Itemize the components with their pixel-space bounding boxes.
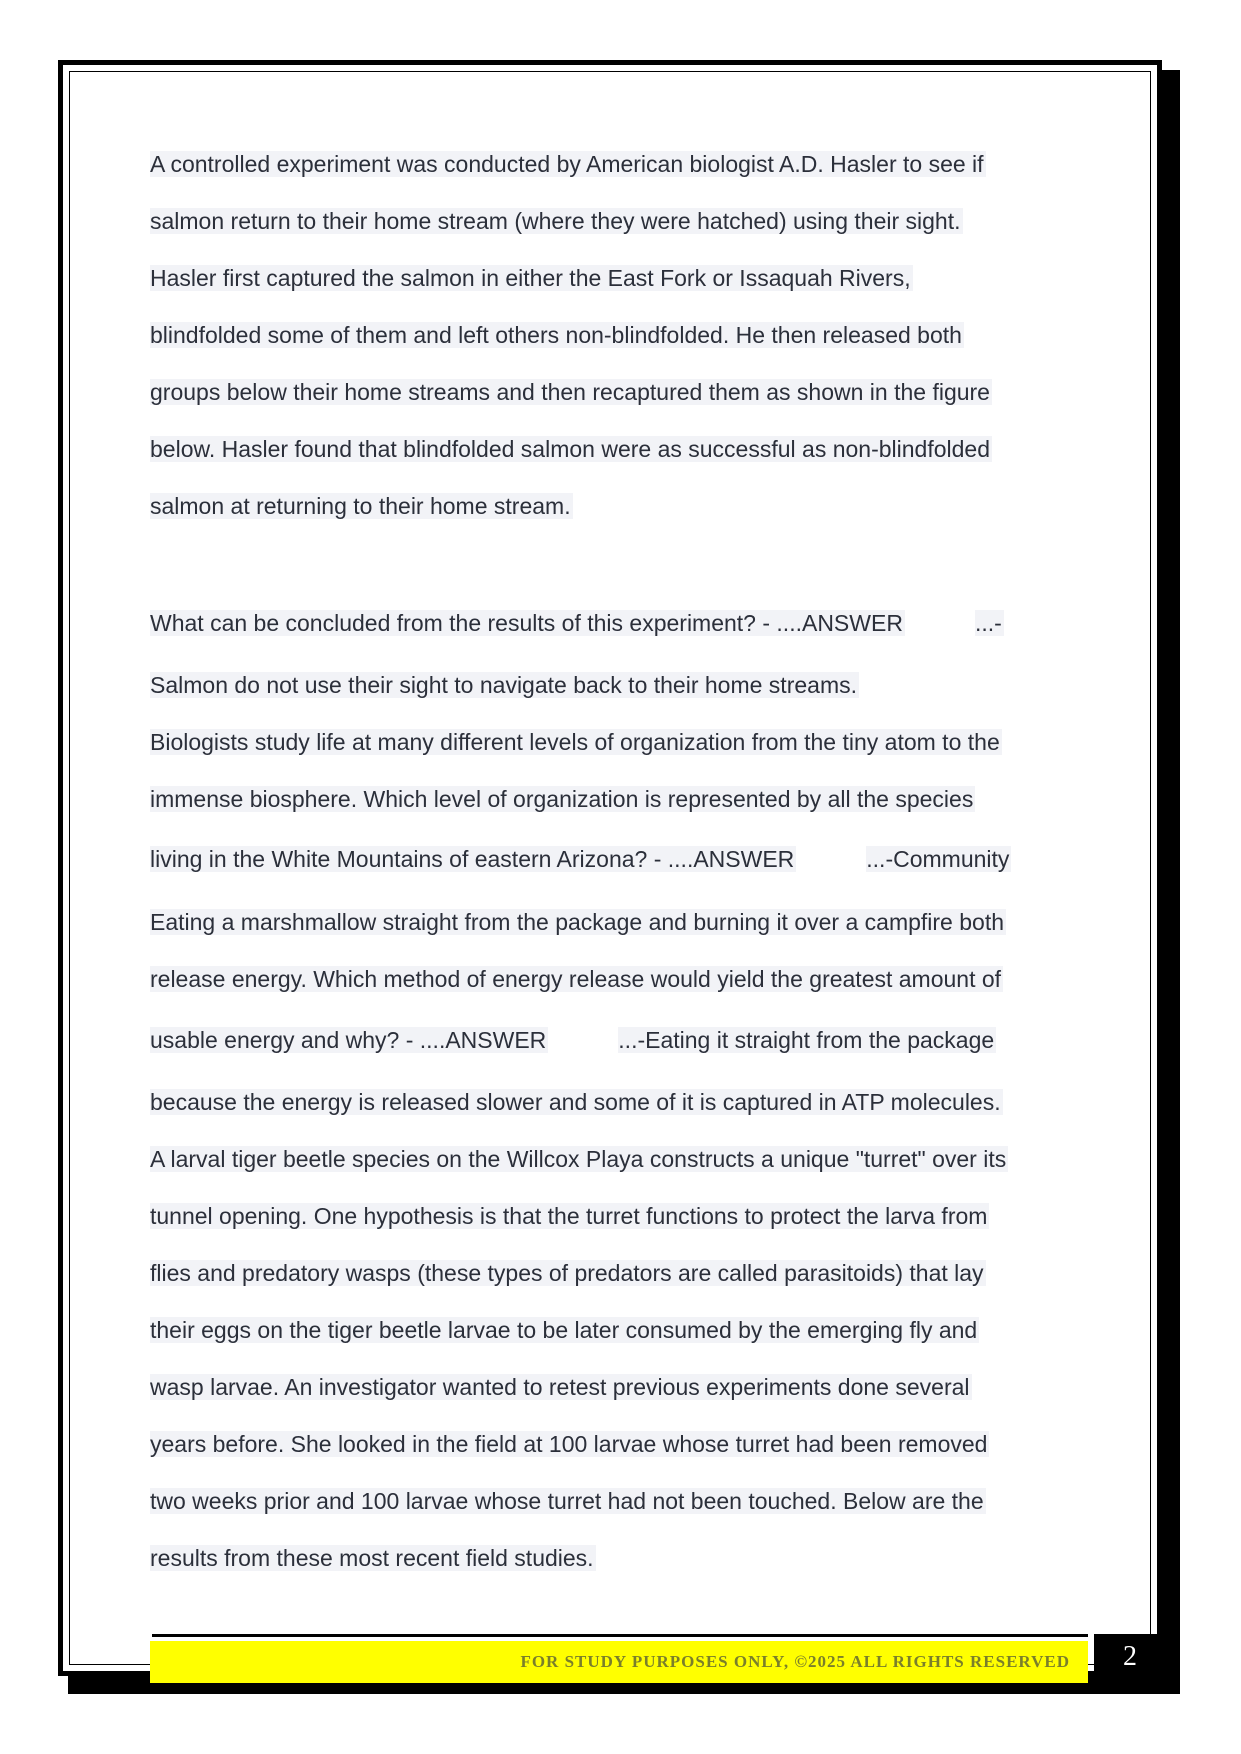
question-line: immense biosphere. Which level of organization is represented by all the species xyxy=(150,786,974,812)
answer-gap xyxy=(548,1025,618,1055)
text-line: salmon at returning to their home stream. xyxy=(150,493,571,519)
text-line: years before. She looked in the field at 100 larvae whose turret had been removed xyxy=(150,1431,988,1457)
page-number: 2 xyxy=(1094,1634,1166,1684)
text-line: their eggs on the tiger beetle larvae to be later consumed by the emerging fly and xyxy=(150,1317,978,1343)
footer-notice: FOR STUDY PURPOSES ONLY, ©2025 ALL RIGHTS RESERVED xyxy=(150,1641,1088,1683)
answer-line: Salmon do not use their sight to navigate back to their home streams. xyxy=(150,672,857,698)
text-line: blindfolded some of them and left others non-blindfolded. He then released both xyxy=(150,322,962,348)
text-line: wasp larvae. An investigator wanted to retest previous experiments done several xyxy=(150,1374,970,1400)
text-line: two weeks prior and 100 larvae whose turret had not been touched. Below are the xyxy=(150,1488,984,1514)
question-line: What can be concluded from the results of this experiment? - ....ANSWER ...- xyxy=(150,610,1002,636)
text-line: A controlled experiment was conducted by American biologist A.D. Hasler to see if xyxy=(150,151,984,177)
question-line: Eating a marshmallow straight from the package and burning it over a campfire both xyxy=(150,909,1004,935)
question-line: usable energy and why? - ....ANSWER ...-Eating it straight from the package xyxy=(150,1027,995,1053)
question-line: release energy. Which method of energy release would yield the greatest amount of xyxy=(150,966,1002,992)
text-line: tunnel opening. One hypothesis is that the turret functions to protect the larva from xyxy=(150,1203,988,1229)
answer-gap xyxy=(905,608,975,638)
question-line: living in the White Mountains of eastern Arizona? - ....ANSWER ...-Community xyxy=(150,846,1010,872)
answer-line: because the energy is released slower and some of it is captured in ATP molecules. xyxy=(150,1089,1001,1115)
text-line: salmon return to their home stream (where they were hatched) using their sight. xyxy=(150,208,961,234)
answer-gap xyxy=(796,844,866,874)
text-line: A larval tiger beetle species on the Willcox Playa constructs a unique "turret" over its xyxy=(150,1146,1007,1172)
text-line: Hasler first captured the salmon in either the East Fork or Issaquah Rivers, xyxy=(150,265,911,291)
text-line: groups below their home streams and then recaptured them as shown in the figure xyxy=(150,379,990,405)
text-line: flies and predatory wasps (these types of predators are called parasitoids) that lay xyxy=(150,1260,984,1286)
text-line: below. Hasler found that blindfolded salmon were as successful as non-blindfolded xyxy=(150,436,991,462)
footer-rule xyxy=(152,1634,1088,1637)
text-line: results from these most recent field studies. xyxy=(150,1545,594,1571)
question-line: Biologists study life at many different levels of organization from the tiny atom to the xyxy=(150,729,1000,755)
